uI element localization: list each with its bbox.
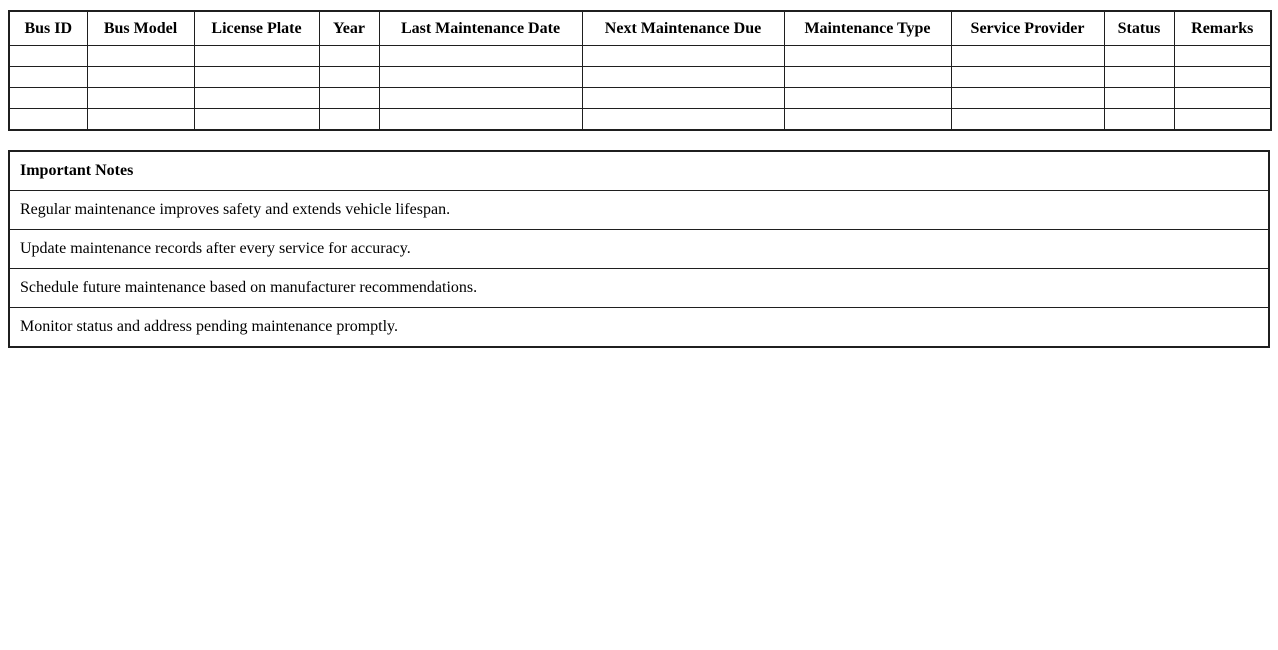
maintenance-cell-r2-c6 <box>784 88 951 109</box>
maintenance-cell-r3-c4 <box>379 109 582 131</box>
maintenance-cell-r2-c9 <box>1174 88 1271 109</box>
notes-title-row <box>9 151 1269 191</box>
note-item-1: Update maintenance records after every service for accuracy. <box>9 230 1269 269</box>
note-row <box>9 230 1269 269</box>
maintenance-cell-r2-c2 <box>194 88 319 109</box>
maintenance-cell-r1-c0 <box>9 67 87 88</box>
important-notes-table <box>8 150 1270 348</box>
maintenance-table-row <box>9 46 1271 67</box>
maintenance-cell-r0-c8 <box>1104 46 1174 67</box>
maintenance-cell-r1-c4 <box>379 67 582 88</box>
maintenance-cell-r3-c9 <box>1174 109 1271 131</box>
maintenance-cell-r0-c9 <box>1174 46 1271 67</box>
maintenance-cell-r0-c0 <box>9 46 87 67</box>
column-header-status: Status <box>1104 11 1174 46</box>
column-header-bus-id: Bus ID <box>9 11 87 46</box>
maintenance-cell-r2-c7 <box>951 88 1104 109</box>
maintenance-cell-r2-c5 <box>582 88 784 109</box>
column-header-maintenance-type: Maintenance Type <box>784 11 951 46</box>
maintenance-cell-r0-c7 <box>951 46 1104 67</box>
note-row <box>9 308 1269 348</box>
maintenance-cell-r3-c0 <box>9 109 87 131</box>
maintenance-cell-r0-c5 <box>582 46 784 67</box>
maintenance-cell-r2-c4 <box>379 88 582 109</box>
maintenance-cell-r1-c5 <box>582 67 784 88</box>
column-header-license-plate: License Plate <box>194 11 319 46</box>
column-header-service-provider: Service Provider <box>951 11 1104 46</box>
maintenance-cell-r1-c8 <box>1104 67 1174 88</box>
note-item-3: Monitor status and address pending maintenance promptly. <box>9 308 1269 348</box>
note-row <box>9 191 1269 230</box>
maintenance-cell-r1-c2 <box>194 67 319 88</box>
maintenance-cell-r3-c1 <box>87 109 194 131</box>
column-header-last-maintenance-date: Last Maintenance Date <box>379 11 582 46</box>
note-row <box>9 269 1269 308</box>
maintenance-cell-r1-c9 <box>1174 67 1271 88</box>
bus-maintenance-table <box>8 10 1272 131</box>
maintenance-cell-r3-c7 <box>951 109 1104 131</box>
notes-table-body <box>9 151 1269 347</box>
maintenance-cell-r0-c3 <box>319 46 379 67</box>
column-header-year: Year <box>319 11 379 46</box>
note-item-2: Schedule future maintenance based on manufacturer recommendations. <box>9 269 1269 308</box>
maintenance-cell-r3-c3 <box>319 109 379 131</box>
notes-title: Important Notes <box>9 151 1269 191</box>
maintenance-cell-r2-c8 <box>1104 88 1174 109</box>
maintenance-cell-r0-c1 <box>87 46 194 67</box>
maintenance-cell-r2-c0 <box>9 88 87 109</box>
maintenance-cell-r3-c2 <box>194 109 319 131</box>
maintenance-table-row <box>9 88 1271 109</box>
maintenance-table-header <box>9 11 1271 46</box>
column-header-next-maintenance-due: Next Maintenance Due <box>582 11 784 46</box>
maintenance-cell-r1-c7 <box>951 67 1104 88</box>
maintenance-cell-r0-c4 <box>379 46 582 67</box>
maintenance-table-row <box>9 67 1271 88</box>
maintenance-cell-r3-c6 <box>784 109 951 131</box>
maintenance-table-row <box>9 109 1271 131</box>
maintenance-cell-r2-c1 <box>87 88 194 109</box>
maintenance-cell-r1-c1 <box>87 67 194 88</box>
column-header-remarks: Remarks <box>1174 11 1271 46</box>
maintenance-cell-r0-c6 <box>784 46 951 67</box>
maintenance-cell-r3-c8 <box>1104 109 1174 131</box>
maintenance-cell-r1-c6 <box>784 67 951 88</box>
maintenance-cell-r1-c3 <box>319 67 379 88</box>
maintenance-table-body <box>9 46 1271 131</box>
note-item-0: Regular maintenance improves safety and extends vehicle lifespan. <box>9 191 1269 230</box>
maintenance-cell-r3-c5 <box>582 109 784 131</box>
maintenance-cell-r0-c2 <box>194 46 319 67</box>
maintenance-cell-r2-c3 <box>319 88 379 109</box>
maintenance-header-row <box>9 11 1271 46</box>
column-header-bus-model: Bus Model <box>87 11 194 46</box>
